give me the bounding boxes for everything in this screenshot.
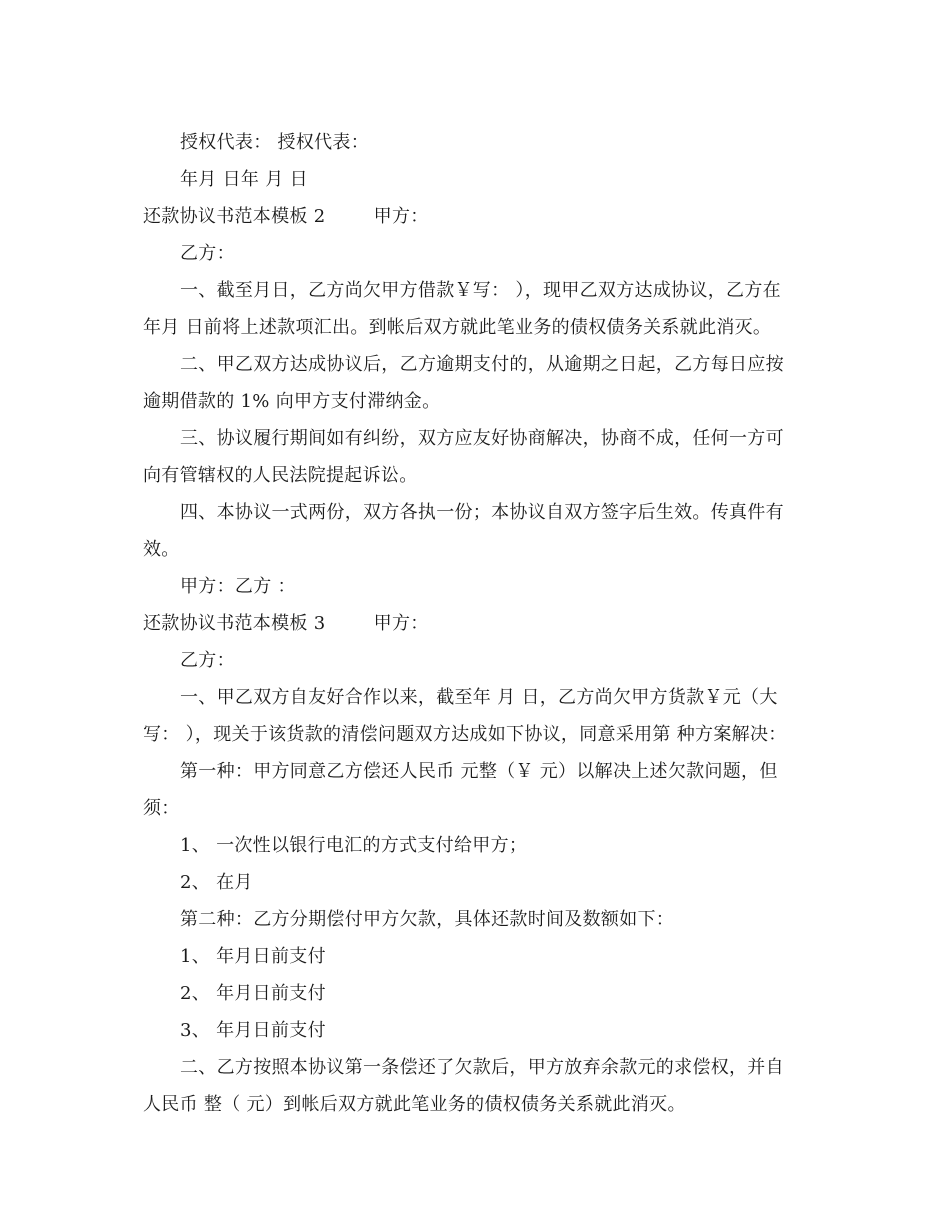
signature-line-dates: 年月 日年 月 日 [180,169,308,190]
option-1-line-1: 第一种：甲方同意乙方偿还人民币 元整（￥ 元）以解决上述欠款问题，但 [180,761,778,782]
clause-1-line-1: 一、截至月日，乙方尚欠甲方借款￥写： ），现甲乙双方达成协议，乙方在 [180,280,781,301]
template-3-heading: 还款协议书范本模板 3 甲方： [143,613,429,634]
t3-clause-1-line-2: 写： ），现关于该货款的清偿问题双方达成如下协议，同意采用第 种方案解决： [143,724,787,745]
clause-3-line-1: 三、协议履行期间如有纠纷，双方应友好协商解决，协商不成，任何一方可 [180,428,784,449]
signature-parties: 甲方：乙方 ： [180,576,296,597]
clause-1-line-2: 年月 日前将上述款项汇出。到帐后双方就此笔业务的债权债务关系就此消灭。 [143,317,772,338]
clause-2-line-1: 二、甲乙双方达成协议后，乙方逾期支付的，从逾期之日起，乙方每日应按 [180,354,784,375]
clause-4-line-2: 效。 [143,539,180,560]
clause-2-line-2: 逾期借款的 1% 向甲方支付滞纳金。 [143,391,441,412]
option-2-item-3: 3、 年月日前支付 [180,1020,326,1041]
clause-3-line-2: 向有管辖权的人民法院提起诉讼。 [143,465,418,486]
party-b-label: 乙方： [180,650,235,671]
option-2-heading: 第二种：乙方分期偿付甲方欠款，具体还款时间及数额如下： [180,909,675,930]
party-b-label: 乙方： [180,243,235,264]
option-1-item-1: 1、 一次性以银行电汇的方式支付给甲方； [180,835,528,856]
t3-clause-2-line-2: 人民币 整（ 元）到帐后双方就此笔业务的债权债务关系就此消灭。 [143,1094,686,1115]
template-2-heading: 还款协议书范本模板 2 甲方： [143,206,429,227]
t3-clause-2-line-1: 二、乙方按照本协议第一条偿还了欠款后，甲方放弃余款元的求偿权，并自 [180,1057,784,1078]
option-1-line-2: 须： [143,798,180,819]
option-2-item-1: 1、 年月日前支付 [180,946,326,967]
option-2-item-2: 2、 年月日前支付 [180,983,326,1004]
clause-4-line-1: 四、本协议一式两份，双方各执一份；本协议自双方签字后生效。传真件有 [180,502,784,523]
signature-line-representatives: 授权代表： 授权代表： [180,132,370,153]
option-1-item-2: 2、 在月 [180,872,253,893]
t3-clause-1-line-1: 一、甲乙双方自友好合作以来，截至年 月 日，乙方尚欠甲方货款￥元（大 [180,687,778,708]
